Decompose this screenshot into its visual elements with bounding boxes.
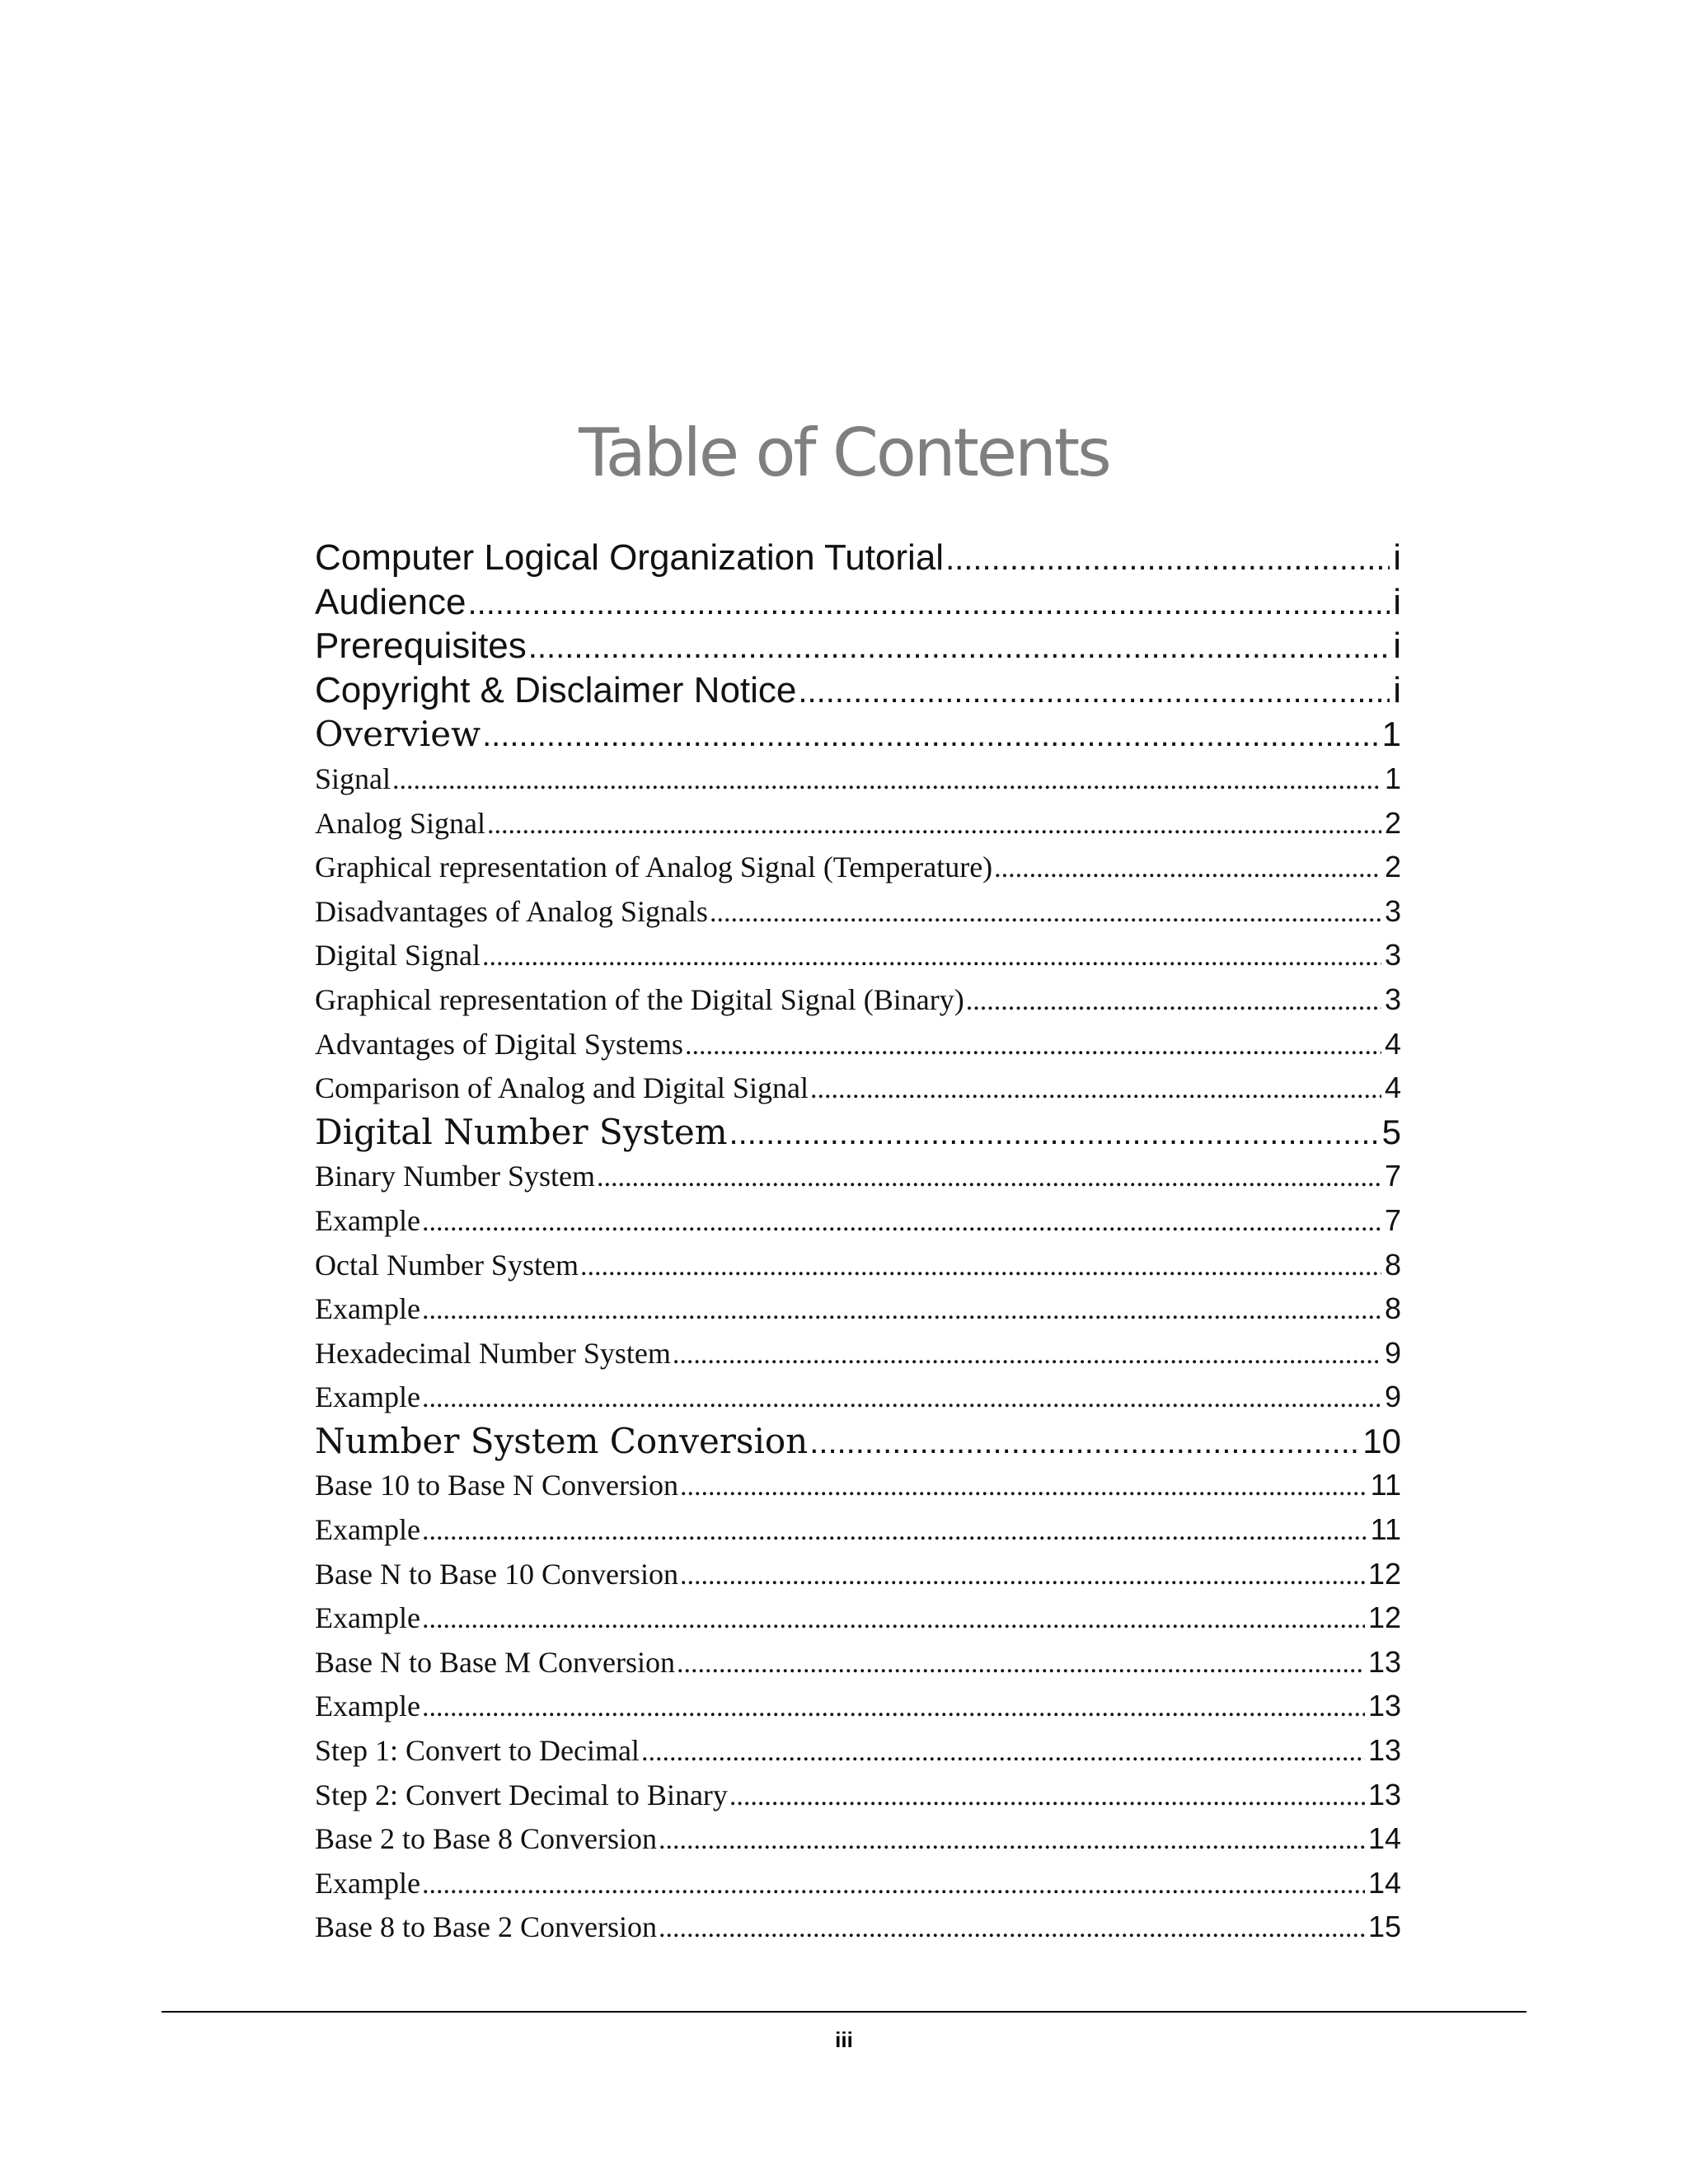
toc-entry[interactable] — [315, 1507, 1401, 1552]
dot-leader — [677, 1642, 1365, 1685]
toc-entry[interactable] — [315, 757, 1401, 801]
toc-entry-page-number: 9 — [1384, 1335, 1401, 1370]
toc-entry-page-number: i — [1393, 669, 1401, 710]
toc-entry[interactable] — [315, 889, 1401, 934]
toc-entry-title: Base 10 to Base N Conversion — [315, 1469, 678, 1502]
toc-entry[interactable] — [315, 580, 1401, 625]
dot-leader — [680, 1465, 1367, 1507]
toc-entry[interactable] — [315, 1419, 1401, 1464]
toc-entry-page-number: i — [1393, 626, 1401, 667]
toc-entry-page-number: 4 — [1384, 1071, 1401, 1105]
dot-leader — [729, 1774, 1365, 1817]
toc-entry-page-number: 13 — [1367, 1777, 1401, 1811]
toc-entry-title: Example — [315, 1866, 420, 1900]
toc-entry-page-number: 14 — [1367, 1821, 1401, 1856]
toc-entry-title: Overview — [315, 714, 481, 755]
toc-entry[interactable] — [315, 1463, 1401, 1507]
dot-leader — [798, 670, 1390, 713]
dot-leader — [580, 1244, 1381, 1287]
toc-entry-title: Signal — [315, 762, 392, 795]
toc-entry-page-number: 14 — [1367, 1865, 1401, 1900]
toc-entry-title: Comparison of Analog and Digital Signal — [315, 1071, 809, 1105]
footer-divider — [162, 2011, 1526, 2013]
dot-leader — [392, 758, 1381, 801]
toc-entry-page-number: 2 — [1384, 805, 1401, 840]
toc-entry-title: Example — [315, 1513, 420, 1547]
toc-entry-title: Example — [315, 1690, 420, 1723]
toc-entry-page-number: 12 — [1367, 1556, 1401, 1591]
dot-leader — [994, 846, 1381, 889]
toc-entry-title: Graphical representation of the Digital Signal (Binary) — [315, 982, 964, 1016]
toc-entry[interactable] — [315, 1552, 1401, 1596]
toc-entry[interactable] — [315, 1905, 1401, 1949]
dot-leader — [659, 1906, 1365, 1949]
toc-entry-title: Computer Logical Organization Tutorial — [315, 537, 945, 578]
toc-entry[interactable] — [315, 1816, 1401, 1861]
toc-entry[interactable] — [315, 933, 1401, 977]
toc-entry-page-number: 8 — [1384, 1291, 1401, 1326]
toc-entry-title: Octal Number System — [315, 1248, 579, 1282]
dot-leader — [966, 979, 1381, 1022]
toc-entry-page-number: 9 — [1384, 1380, 1401, 1414]
toc-entry-title: Example — [315, 1292, 420, 1326]
dot-leader — [809, 1421, 1359, 1464]
toc-entry[interactable] — [315, 536, 1401, 580]
toc-entry[interactable] — [315, 712, 1401, 757]
toc-entry-title: Digital Number System — [315, 1111, 728, 1152]
toc-entry[interactable] — [315, 1640, 1401, 1685]
toc-entry[interactable] — [315, 1728, 1401, 1773]
toc-entry[interactable] — [315, 1243, 1401, 1287]
dot-leader — [685, 1024, 1381, 1066]
table-of-contents — [315, 536, 1401, 1949]
toc-entry-page-number: 13 — [1367, 1644, 1401, 1679]
toc-entry-page-number: 13 — [1367, 1689, 1401, 1723]
toc-entry-title: Example — [315, 1380, 420, 1414]
dot-leader — [729, 1112, 1379, 1155]
toc-entry-title: Hexadecimal Number System — [315, 1336, 671, 1370]
dot-leader — [528, 626, 1390, 668]
toc-entry-page-number: 4 — [1384, 1026, 1401, 1061]
dot-leader — [710, 891, 1381, 934]
toc-entry[interactable] — [315, 801, 1401, 846]
toc-entry-title: Number System Conversion — [315, 1420, 809, 1461]
toc-entry[interactable] — [315, 845, 1401, 889]
toc-entry-page-number: 1 — [1384, 761, 1401, 795]
toc-entry-page-number: 12 — [1367, 1601, 1401, 1635]
page-title: Table of Contents — [579, 415, 1109, 491]
dot-leader — [422, 1288, 1381, 1331]
toc-entry-title: Example — [315, 1601, 420, 1635]
toc-entry[interactable] — [315, 1022, 1401, 1066]
toc-entry-title: Base N to Base M Conversion — [315, 1645, 675, 1679]
toc-entry-page-number: 15 — [1367, 1910, 1401, 1944]
toc-entry[interactable] — [315, 668, 1401, 713]
dot-leader — [467, 582, 1390, 625]
toc-entry-page-number: 8 — [1384, 1247, 1401, 1282]
toc-entry-title: Binary Number System — [315, 1160, 595, 1193]
toc-entry-title: Base N to Base 10 Conversion — [315, 1557, 678, 1591]
toc-entry-title: Base 8 to Base 2 Conversion — [315, 1910, 657, 1944]
dot-leader — [422, 1376, 1381, 1419]
dot-leader — [422, 1685, 1365, 1728]
toc-entry[interactable] — [315, 1684, 1401, 1728]
toc-entry[interactable] — [315, 977, 1401, 1022]
toc-entry-page-number: 3 — [1384, 982, 1401, 1016]
dot-leader — [673, 1333, 1381, 1376]
toc-entry-title: Example — [315, 1203, 420, 1237]
dot-leader — [482, 714, 1379, 757]
toc-entry[interactable] — [315, 1375, 1401, 1419]
dot-leader — [641, 1730, 1365, 1773]
toc-entry-title: Copyright & Disclaimer Notice — [315, 669, 797, 710]
toc-entry-page-number: 11 — [1370, 1512, 1401, 1547]
toc-entry-page-number: 10 — [1362, 1421, 1401, 1460]
toc-entry-page-number: 7 — [1384, 1202, 1401, 1237]
toc-entry[interactable] — [315, 1066, 1401, 1110]
toc-entry[interactable] — [315, 1198, 1401, 1243]
footer-page-number: iii — [835, 2027, 853, 2052]
dot-leader — [659, 1818, 1365, 1861]
toc-entry-title: Step 1: Convert to Decimal — [315, 1734, 640, 1768]
toc-entry-page-number: 3 — [1384, 938, 1401, 972]
toc-entry-page-number: 13 — [1367, 1733, 1401, 1768]
toc-entry[interactable] — [315, 1110, 1401, 1155]
toc-entry-page-number: 3 — [1384, 893, 1401, 928]
toc-entry-title: Audience — [315, 581, 467, 622]
dot-leader — [487, 803, 1381, 846]
toc-entry-title: Advantages of Digital Systems — [315, 1027, 683, 1061]
toc-entry-page-number: 5 — [1381, 1112, 1401, 1151]
toc-entry-title: Digital Signal — [315, 939, 481, 972]
toc-entry-title: Analog Signal — [315, 806, 485, 840]
toc-entry-page-number: i — [1393, 581, 1401, 622]
dot-leader — [422, 1863, 1365, 1905]
toc-entry-page-number: 1 — [1381, 715, 1401, 754]
dot-leader — [945, 537, 1390, 580]
dot-leader — [810, 1067, 1381, 1110]
toc-entry[interactable] — [315, 1861, 1401, 1905]
toc-entry-title: Step 2: Convert Decimal to Binary — [315, 1778, 728, 1811]
toc-entry-page-number: i — [1393, 537, 1401, 578]
toc-entry-title: Prerequisites — [315, 626, 527, 667]
dot-leader — [597, 1155, 1381, 1198]
toc-entry-page-number: 2 — [1384, 850, 1401, 884]
toc-entry-title: Disadvantages of Analog Signals — [315, 894, 708, 928]
toc-entry-title: Base 2 to Base 8 Conversion — [315, 1822, 657, 1856]
dot-leader — [422, 1509, 1367, 1552]
dot-leader — [680, 1554, 1365, 1596]
toc-entry-page-number: 7 — [1384, 1159, 1401, 1193]
toc-entry[interactable] — [315, 1773, 1401, 1817]
toc-entry-title: Graphical representation of Analog Signal (Temperature) — [315, 851, 993, 884]
toc-entry[interactable] — [315, 1286, 1401, 1331]
toc-entry[interactable] — [315, 624, 1401, 668]
toc-entry[interactable] — [315, 1331, 1401, 1376]
dot-leader — [422, 1200, 1381, 1243]
toc-entry[interactable] — [315, 1154, 1401, 1198]
dot-leader — [482, 935, 1381, 977]
dot-leader — [422, 1597, 1365, 1640]
toc-entry-page-number: 11 — [1370, 1468, 1401, 1502]
toc-entry[interactable] — [315, 1596, 1401, 1640]
